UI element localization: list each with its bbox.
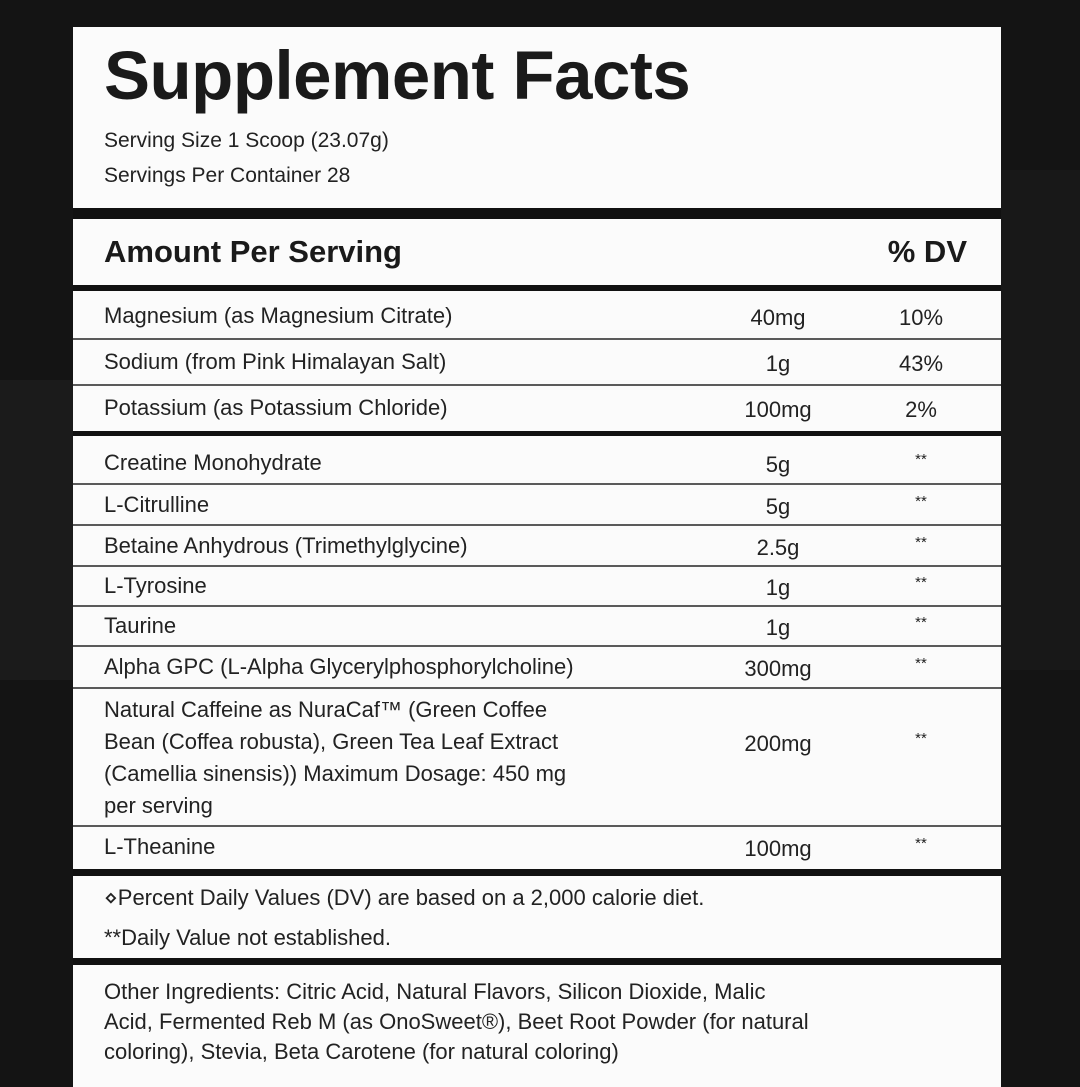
other-ingredients-line: coloring), Stevia, Beta Carotene (for natural coloring) — [104, 1039, 619, 1064]
other-ingredients — [104, 977, 964, 1067]
nutrient-dv: 2% — [905, 397, 937, 422]
ingredient-row-betaine — [73, 526, 1001, 565]
ingredient-amount: 300mg — [744, 656, 812, 681]
ingredient-dv: ** — [915, 493, 927, 510]
ingredient-amount: 2.5g — [756, 535, 800, 560]
nutrient-row-sodium — [73, 340, 1001, 384]
ingredient-dv: ** — [915, 574, 927, 591]
servings-per-container: Servings Per Container 28 — [104, 164, 351, 187]
nutrient-amount: 1g — [765, 351, 791, 376]
nutrient-row-potassium — [73, 386, 1001, 431]
ingredient-name: Taurine — [104, 613, 177, 638]
nutrient-dv: 43% — [898, 351, 944, 376]
ingredient-row-alpha-gpc — [73, 647, 1001, 687]
thick-divider — [73, 208, 1001, 219]
ingredient-name: L-Citrulline — [104, 492, 210, 517]
dv-heading: % DV — [887, 234, 967, 269]
nutrient-name: Sodium (from Pink Himalayan Salt) — [104, 349, 447, 374]
ingredient-amount: 100mg — [744, 836, 812, 861]
ingredient-name: L-Theanine — [104, 834, 216, 859]
nutrient-name: Potassium (as Potassium Chloride) — [104, 395, 448, 420]
ingredient-amount: 200mg — [744, 731, 812, 756]
footnote-divider — [73, 869, 1001, 876]
ingredient-row-caffeine — [73, 689, 1001, 825]
ingredient-amount: 5g — [765, 494, 791, 519]
label-title: Supplement Facts — [104, 37, 691, 114]
amount-header-row — [73, 219, 1001, 285]
serving-size: Serving Size 1 Scoop (23.07g) — [104, 129, 389, 152]
other-ingredients-line: Other Ingredients: Citric Acid, Natural Flavors, Silicon Dioxide, Malic — [104, 979, 766, 1004]
ingredient-dv: ** — [915, 451, 927, 468]
ingredient-amount: 1g — [765, 615, 791, 640]
ingredient-row-tyrosine — [73, 567, 1001, 605]
ingredient-name-line: per serving — [104, 793, 213, 818]
background-facet-left — [0, 380, 73, 680]
ingredient-row-creatine — [73, 436, 1001, 483]
nutrient-amount: 100mg — [744, 397, 812, 422]
ingredient-name-line: Natural Caffeine as NuraCaf™ (Green Coffee — [104, 697, 548, 722]
ingredient-row-citrulline — [73, 485, 1001, 524]
other-ingredients-line: Acid, Fermented Reb M (as OnoSweet®), Beet Root Powder (for natural — [104, 1009, 809, 1034]
ingredient-dv: ** — [915, 614, 927, 631]
ingredient-dv: ** — [915, 835, 927, 852]
nutrient-dv: 10% — [898, 305, 944, 330]
ingredient-name: Alpha GPC (L-Alpha Glycerylphosphorylcholine) — [104, 654, 574, 679]
ingredient-name: L-Tyrosine — [104, 573, 207, 598]
other-ingredients-divider — [73, 958, 1001, 965]
ingredient-dv: ** — [915, 655, 927, 672]
amount-per-serving-heading: Amount Per Serving — [104, 234, 402, 269]
ingredient-name: Betaine Anhydrous (Trimethylglycine) — [104, 533, 468, 558]
ingredient-row-theanine — [73, 827, 1001, 869]
ingredient-dv: ** — [915, 534, 927, 551]
supplement-facts-panel — [73, 27, 1001, 1087]
ingredient-amount: 1g — [765, 575, 791, 600]
footnote-not-established: **Daily Value not established. — [104, 925, 391, 950]
footnote-dv-basis: ⋄Percent Daily Values (DV) are based on a 2,000 calorie diet. — [104, 885, 705, 910]
ingredient-name: Creatine Monohydrate — [104, 450, 322, 475]
nutrient-name: Magnesium (as Magnesium Citrate) — [104, 303, 453, 328]
background-facet-right — [1001, 170, 1080, 670]
nutrient-amount: 40mg — [750, 305, 806, 330]
nutrient-row-magnesium — [73, 291, 1001, 338]
ingredient-row-taurine — [73, 607, 1001, 645]
ingredient-dv: ** — [915, 730, 927, 747]
ingredient-amount: 5g — [765, 452, 791, 477]
ingredient-name-line: (Camellia sinensis)) Maximum Dosage: 450 mg — [104, 761, 567, 786]
ingredient-name-line: Bean (Coffea robusta), Green Tea Leaf Extract — [104, 729, 559, 754]
